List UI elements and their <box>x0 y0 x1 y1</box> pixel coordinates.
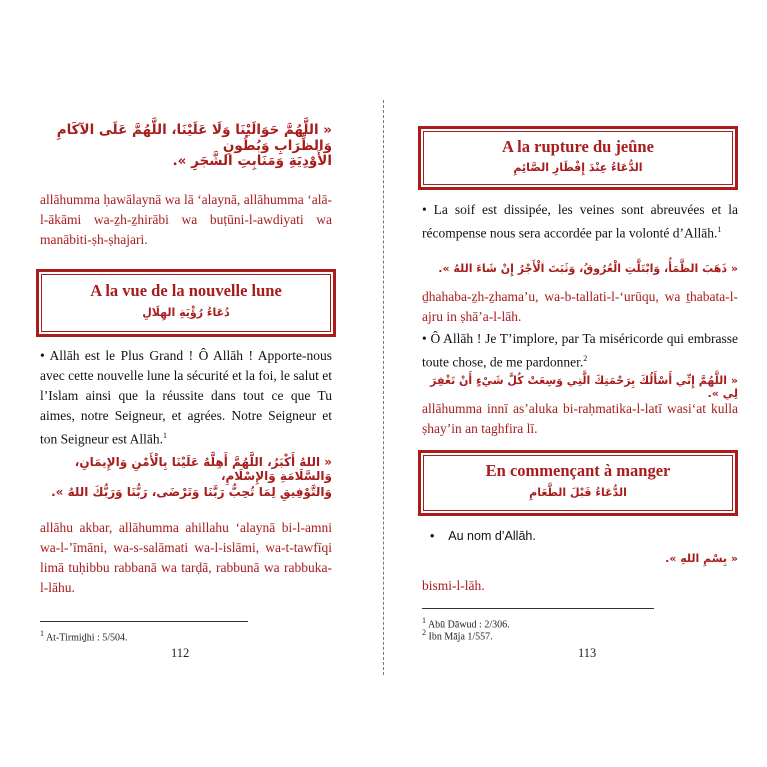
footnote <box>40 628 128 643</box>
footnote-text: At-Tirmiḏhi : 5/504. <box>45 632 128 644</box>
translation-text: • La soif est dissipée, les veines sont abreuvées et la récompense nous sera accordée par la volonté d’Allāh. <box>422 202 738 241</box>
transliteration-forgiveness: allāhumma innī as’aluka bi-raḥmatika-l-latī wasi‘at kulla ṣhay’in an taghfira lī. <box>422 401 738 436</box>
translation-iftar <box>422 200 738 244</box>
transliteration-rain: allāhumma ḥawālaynā wa lā ‘alaynā, allāhumma ‘alā-l-ākāmi wa-ẕh-ẕhirābi wa buṭūni-l-awdiyati wa manābiti-ṣh-ṣhajari. <box>40 192 332 247</box>
footnote-number: 1 <box>422 616 426 625</box>
transliteration-iftar: ḏhahaba-ẕh-ẕhama’u, wa-b-tallati-l-‘urūqu, wa ṯhabata-l-ajru in ṣhā’a-l-lāh. <box>422 289 738 324</box>
arabic-supplication-rain-2: الأَوْدِيَةِ وَمَنَابِتِ الشَّجَرِ ». <box>172 153 332 169</box>
transliteration-new-moon: allāhu akbar, allāhumma ahillahu ‘alaynā bi-l-amni wa-l-’īmāni, wa-s-salāmati wa-l-islāmi, wa-t-tawfīqi limā tuḥibbu rabbanā wa tarḍā, rabbunā wa rabbuka-l-lāhu. <box>40 520 332 595</box>
section-title: A la rupture du jeûne <box>502 137 654 156</box>
page-divider <box>383 100 384 675</box>
translation-new-moon <box>40 346 332 450</box>
footnote-ref: 1 <box>717 225 722 234</box>
translation-text: • Ô Allāh ! Je T’implore, par Ta miséricorde qui embrasse toute chose, de me pardonner. <box>422 331 738 370</box>
footnote-number: 1 <box>40 629 44 638</box>
section-title: A la vue de la nouvelle lune <box>90 281 282 300</box>
footnote-ref: 2 <box>583 354 588 363</box>
page-number: 112 <box>171 646 190 660</box>
footnote-text: Ibn Māja 1/557. <box>428 631 493 643</box>
footnote-2 <box>422 627 493 642</box>
translation-forgiveness <box>422 329 738 373</box>
arabic-supplication-rain-1: « اللَّهُمَّ حَوَالَيْنَا وَلَا عَلَيْنَا، اللَّهُمَّ عَلَى الآكَامِ وَالظِّرَابِ وَبُطُونِ <box>56 122 332 154</box>
translation-before-eating: • Au nom d’Allāh. <box>430 529 536 543</box>
footnote-text: Abū Dāwud : 2/306. <box>427 619 510 631</box>
footnote-separator <box>40 621 248 622</box>
section-title: En commençant à manger <box>485 461 671 480</box>
section-subtitle-arabic: دُعَاءُ رُؤْيَةِ الهِلَالِ <box>142 306 230 319</box>
footnote-separator <box>422 608 654 609</box>
section-box-new-moon <box>36 269 336 337</box>
arabic-bismillah: « بِسْمِ اللهِ ». <box>665 552 738 565</box>
section-subtitle-arabic: الدُّعَاءُ عِنْدَ إِفْطَارِ الصَّائِمِ <box>513 161 643 174</box>
section-box-before-eating <box>418 450 738 516</box>
section-box-iftar <box>418 126 738 190</box>
footnote-ref: 1 <box>162 431 167 440</box>
translation-text: • Allāh est le Plus Grand ! Ô Allāh ! Apporte-nous avec cette nouvelle lune la sécurité et la foi, le salut et l’Islam ainsi que la réussite dans tout ce que Tu aimes, notre Seigneur, et agrées. Notre Seigneur et ton Seigneur est Allāh. <box>40 348 332 447</box>
translation-text: Au nom d’Allāh. <box>448 529 536 543</box>
page-number: 113 <box>578 646 597 660</box>
footnote-number: 2 <box>422 628 426 637</box>
section-subtitle-arabic: الدُّعَاءُ قَبْلَ الطَّعَامِ <box>529 486 627 499</box>
arabic-new-moon-1: « اللهُ أَكْبَرُ، اللَّهُمَّ أَهِلَّهُ عَلَيْنَا بِالْأَمْنِ وَالإِيمَانِ، وَالسَّلَامَةِ وَالإِسْلَامِ، <box>74 455 332 483</box>
arabic-new-moon-2: وَالتَّوْفِيقِ لِمَا تُحِبُّ رَبَّنَا وَتَرْضَى، رَبُّنَا وَرَبُّكَ اللهُ ». <box>51 485 332 499</box>
transliteration-bismillah: bismi-l-lāh. <box>422 578 485 593</box>
arabic-forgiveness: « اللَّهُمَّ إِنِّي أَسْأَلُكَ بِرَحْمَتِكَ الَّتِي وَسِعَتْ كُلَّ شَيْءٍ أَنْ تَغْفِرَ لِي ». <box>430 374 738 400</box>
arabic-iftar: « ذَهَبَ الظَّمَأُ، وَابْتَلَّتِ الْعُرُوقُ، وَثَبَتَ الْأَجْرُ إِنْ شَاءَ اللهُ ». <box>438 262 738 275</box>
